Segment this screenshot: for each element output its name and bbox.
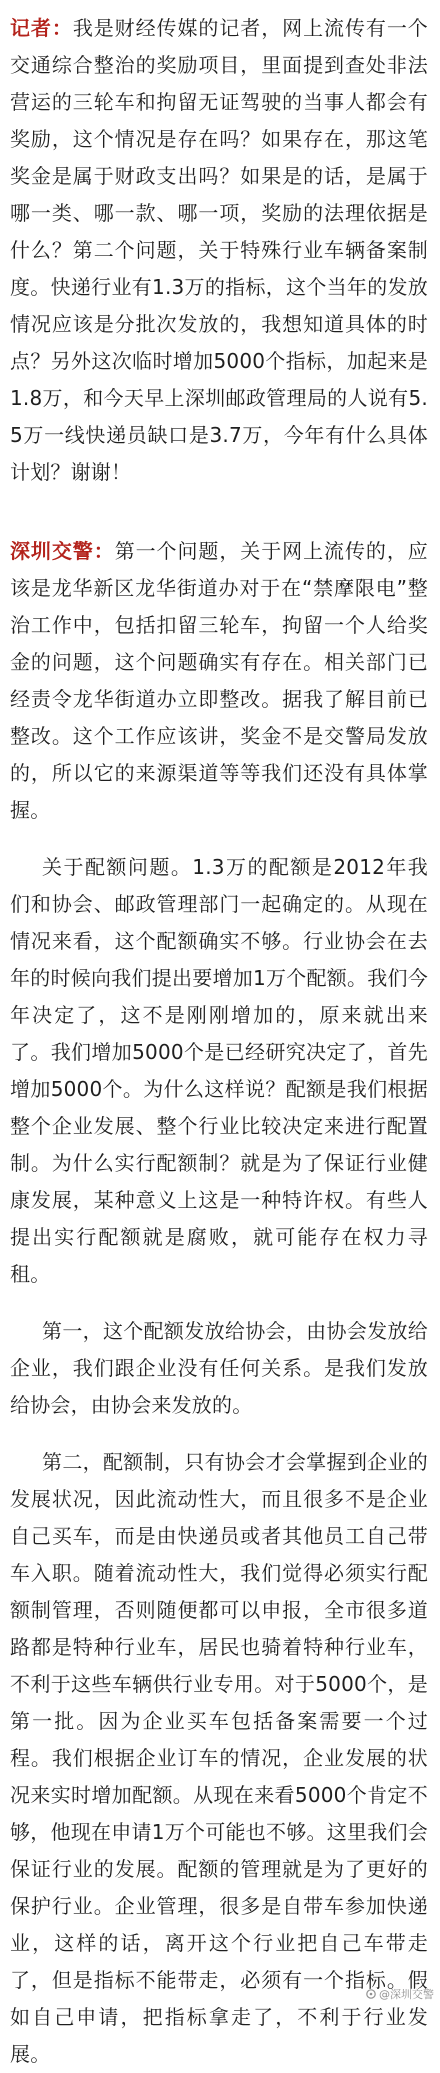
weibo-watermark	[365, 1986, 434, 2002]
police-text: 第一个问题，关于网上流传的，应该是龙华新区龙华街道办对于在“禁摩限电”整治工作中，包括扣留三轮车，拘留一个人给奖金的问题，这个问题确实有存在。相关部门已经责令龙华街道办立即整改。据我了解目前已整改。这个工作应该讲，奖金不是交警局发放的，所以它的来源渠道等等我们还没有具体掌握。	[10, 539, 429, 822]
section-gap	[10, 491, 428, 533]
police-answer	[10, 533, 428, 829]
weibo-icon	[365, 1988, 377, 2000]
first-point-paragraph: 第一，这个配额发放给协会，由协会发放给企业，我们跟企业没有任何关系。是我们发放给协会，由协会来发放的。	[10, 1319, 428, 1417]
reporter-question	[10, 10, 428, 491]
second-point-paragraph: 第二，配额制，只有协会才会掌握到企业的发展状况，因此流动性大，而且很多不是企业自己买车，而是由快递员或者其他员工自己带车入职。随着流动性大，我们觉得必须实行配额制管理，否则随便都可以申报，全市很多道路都是特种行业车，居民也骑着特种行业车，不利于这些车辆供行业专用。对于5000个，是第一批。因为企业买车包括备案需要一个过程。我们根据企业订车的情况，企业发展的状况来实时增加配额。从现在来看5000个肯定不够，他现在申请1万个可能也不够。这里我们会保证行业的发展。配额的管理就是为了更好的保护行业。企业管理，很多是自带车参加快递业，这样的话，离开这个行业把自己车带走了，但是指标不能带走，必须有一个指标。假如自己申请，把指标拿走了，不利于行业发展。	[10, 1450, 428, 2066]
quota-paragraph: 关于配额问题。1.3万的配额是2012年我们和协会、邮政管理部门一起确定的。从现在情况来看，这个配额确实不够。行业协会在去年的时候向我们提出要增加1万个配额。我们今年决定了，这不是刚刚增加的，原来就出来了。我们增加5000个是已经研究决定了，首先增加5000个。为什么这样说？配额是我们根据整个企业发展、整个行业比较决定来进行配置制。为什么实行配额制？就是为了保证行业健康发展，某种意义上这是一种特许权。有些人提出实行配额就是腐败，就可能存在权力寻租。	[10, 855, 428, 1286]
paragraph-gap	[10, 829, 428, 849]
reporter-text: 我是财经传媒的记者，网上流传有一个交通综合整治的奖励项目，里面提到查处非法营运的三轮车和拘留无证驾驶的当事人都会有奖励，这个情况是存在吗？如果存在，那这笔奖金是属于财政支出吗？如果是的话，是属于哪一类、哪一款、哪一项，奖励的法理依据是什么？第二个问题，关于特殊行业车辆备案制度。快递行业有1.3万的指标，这个当年的发放情况应该是分批次发放的，我想知道具体的时点？另外这次临时增加5000个指标，加起来是1.8万，和今天早上深圳邮政管理局的人说有5.5万一线快递员缺口是3.7万，今年有什么具体计划？谢谢！	[10, 16, 428, 484]
reporter-label: 记者：	[10, 16, 73, 40]
watermark-text: @深圳交警	[379, 1988, 434, 2001]
police-label: 深圳交警：	[10, 539, 115, 563]
paragraph-gap	[10, 1424, 428, 1444]
paragraph-gap	[10, 1293, 428, 1313]
